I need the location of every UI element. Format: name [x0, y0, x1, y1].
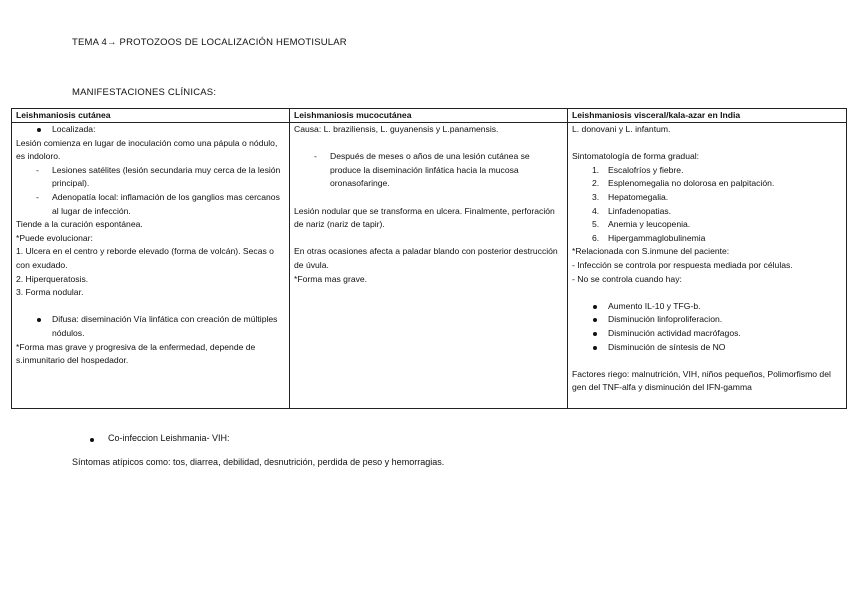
cell-mucocutanea	[290, 123, 568, 409]
list-item: - Después de meses o años de una lesión cutánea se produce la diseminación linfática hacia la mucosa oronasofaringe.	[294, 150, 563, 191]
text-line: Lesión comienza en lugar de inoculación como una pápula o nódulo, es indoloro.	[16, 137, 278, 162]
symptom-text: Anemia y leucopenia.	[608, 219, 691, 230]
table-row	[12, 123, 847, 409]
text-line: - No se controla cuando hay:	[572, 273, 682, 284]
symptom-text: Hipergammaglobulinemia	[608, 232, 706, 243]
text-line: *Relacionada con S.inmune del paciente:	[572, 246, 730, 257]
header-mucocutanea: Leishmaniosis mucocutánea	[290, 109, 568, 123]
coinfeccion-bullet	[90, 433, 230, 443]
text-line: Causa: L. braziliensis, L. guyanensis y L.panamensis.	[294, 124, 499, 134]
text-line: Lesión nodular que se transforma en ulcera. Finalmente, perforación de nariz (nariz de tapir).	[294, 205, 555, 230]
cell-visceral	[568, 123, 847, 409]
text-line: *Forma mas grave.	[294, 273, 368, 284]
text-line: 3. Forma nodular.	[16, 287, 84, 298]
cell-cutanea	[12, 123, 290, 409]
text-line: Tiende a la curación espontánea.	[16, 219, 143, 230]
list-item: 3. Hepatomegalia.	[592, 191, 669, 202]
text-line: 2. Hiperqueratosis.	[16, 273, 89, 284]
list-item: 2. Esplenomegalia no dolorosa en palpitación.	[592, 178, 775, 189]
header-cutanea: Leishmaniosis cutánea	[12, 109, 290, 123]
text-line: Sintomatología de forma gradual:	[572, 151, 700, 162]
symptom-text: Linfadenopatias.	[608, 205, 672, 216]
text-line: Factores riego: malnutrición, VIH, niños pequeños, Polimorfismo del gen del TNF-alfa y disminución del IFN-gamma	[572, 368, 831, 393]
list-item: Disminución de síntesis de NO	[572, 341, 842, 355]
symptom-text: Esplenomegalia no dolorosa en palpitación.	[608, 178, 775, 189]
symptom-text: Hepatomegalia.	[608, 191, 669, 202]
list-item: Difusa: diseminación Vía linfática con creación de múltiples nódulos.	[16, 313, 285, 340]
symptom-text: Escalofríos y fiebre.	[608, 164, 684, 175]
header-visceral: Leishmaniosis visceral/kala-azar en India	[568, 109, 847, 123]
list-item: 6. Hipergammaglobulinemia	[592, 232, 706, 243]
list-item: - Adenopatía local: inflamación de los ganglios mas cercanos al lugar de infección.	[16, 191, 285, 218]
table-header-row	[12, 109, 847, 123]
list-item: Disminución linfoproliferacion.	[572, 313, 842, 327]
list-item: 5. Anemia y leucopenia.	[592, 219, 691, 230]
section-subtitle: MANIFESTACIONES CLÍNICAS:	[72, 87, 217, 98]
list-item: Localizada:	[16, 123, 285, 137]
text-line: *Puede evolucionar:	[16, 232, 93, 243]
list-item: 1. Escalofríos y fiebre.	[592, 164, 684, 175]
text-line: 1. Ulcera en el centro y reborde elevado (forma de volcán). Secas o con exudado.	[16, 246, 274, 270]
sintomas-text: Síntomas atípicos como: tos, diarrea, debilidad, desnutrición, perdida de peso y hemorragias.	[72, 457, 445, 467]
text-line: En otras ocasiones afecta a paladar blando con posterior destrucción de úvula.	[294, 246, 558, 270]
manifestations-table	[11, 108, 847, 409]
list-item: Disminución actividad macrófagos.	[572, 327, 842, 341]
text-line: L. donovani y L. infantum.	[572, 124, 671, 134]
text-line: - Infección se controla por respuesta mediada por células.	[572, 259, 793, 270]
coinfeccion-text: Co-infeccion Leishmania- VIH:	[108, 433, 230, 443]
list-item: 4. Linfadenopatias.	[592, 205, 672, 216]
page-title: TEMA 4→ PROTOZOOS DE LOCALIZACIÓN HEMOTISULAR	[72, 37, 347, 48]
text-line: *Forma mas grave y progresiva de la enfermedad, depende de s.inmunitario del hospedador.	[16, 341, 256, 366]
list-item: - Lesiones satélites (lesión secundaria muy cerca de la lesión principal).	[16, 164, 285, 191]
list-item: Aumento IL-10 y TFG-b.	[572, 300, 842, 314]
